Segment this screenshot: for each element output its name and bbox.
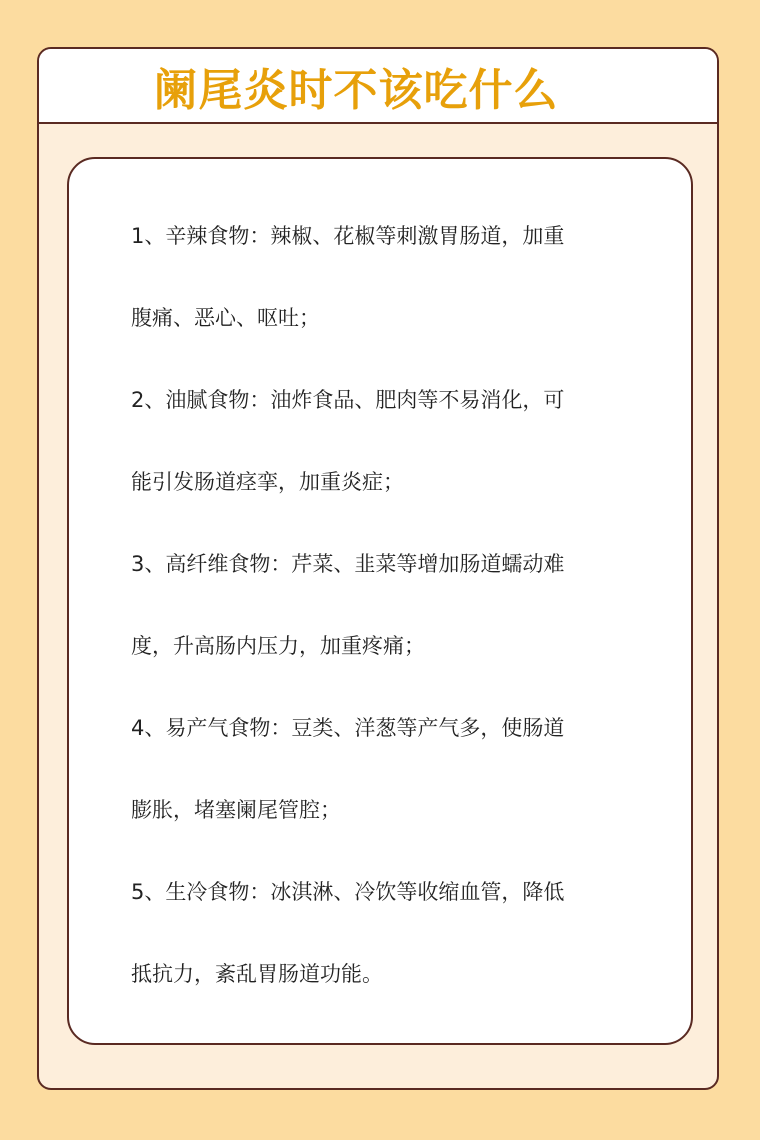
item-5-line-2: 抵抗力，紊乱胃肠道功能。 — [131, 962, 383, 986]
item-1-line-1: 1、辛辣食物：辣椒、花椒等刺激胃肠道，加重 — [131, 224, 565, 248]
item-5-line-1: 5、生冷食物：冰淇淋、冷饮等收缩血管，降低 — [131, 880, 565, 904]
header-bar — [39, 49, 717, 124]
page-title: 阑尾炎时不该吃什么 — [153, 64, 559, 116]
item-2-line-1: 2、油腻食物：油炸食品、肥肉等不易消化，可 — [131, 388, 565, 412]
item-2-line-2: 能引发肠道痉挛，加重炎症； — [131, 470, 404, 494]
item-4-line-2: 膨胀，堵塞阑尾管腔； — [131, 798, 341, 822]
item-3-line-1: 3、高纤维食物：芹菜、韭菜等增加肠道蠕动难 — [131, 552, 565, 576]
item-list — [131, 209, 651, 1029]
content-card — [67, 157, 693, 1045]
item-3-line-2: 度，升高肠内压力，加重疼痛； — [131, 634, 425, 658]
item-1-line-2: 腹痛、恶心、呕吐； — [131, 306, 320, 330]
item-4-line-1: 4、易产气食物：豆类、洋葱等产气多，使肠道 — [131, 716, 565, 740]
